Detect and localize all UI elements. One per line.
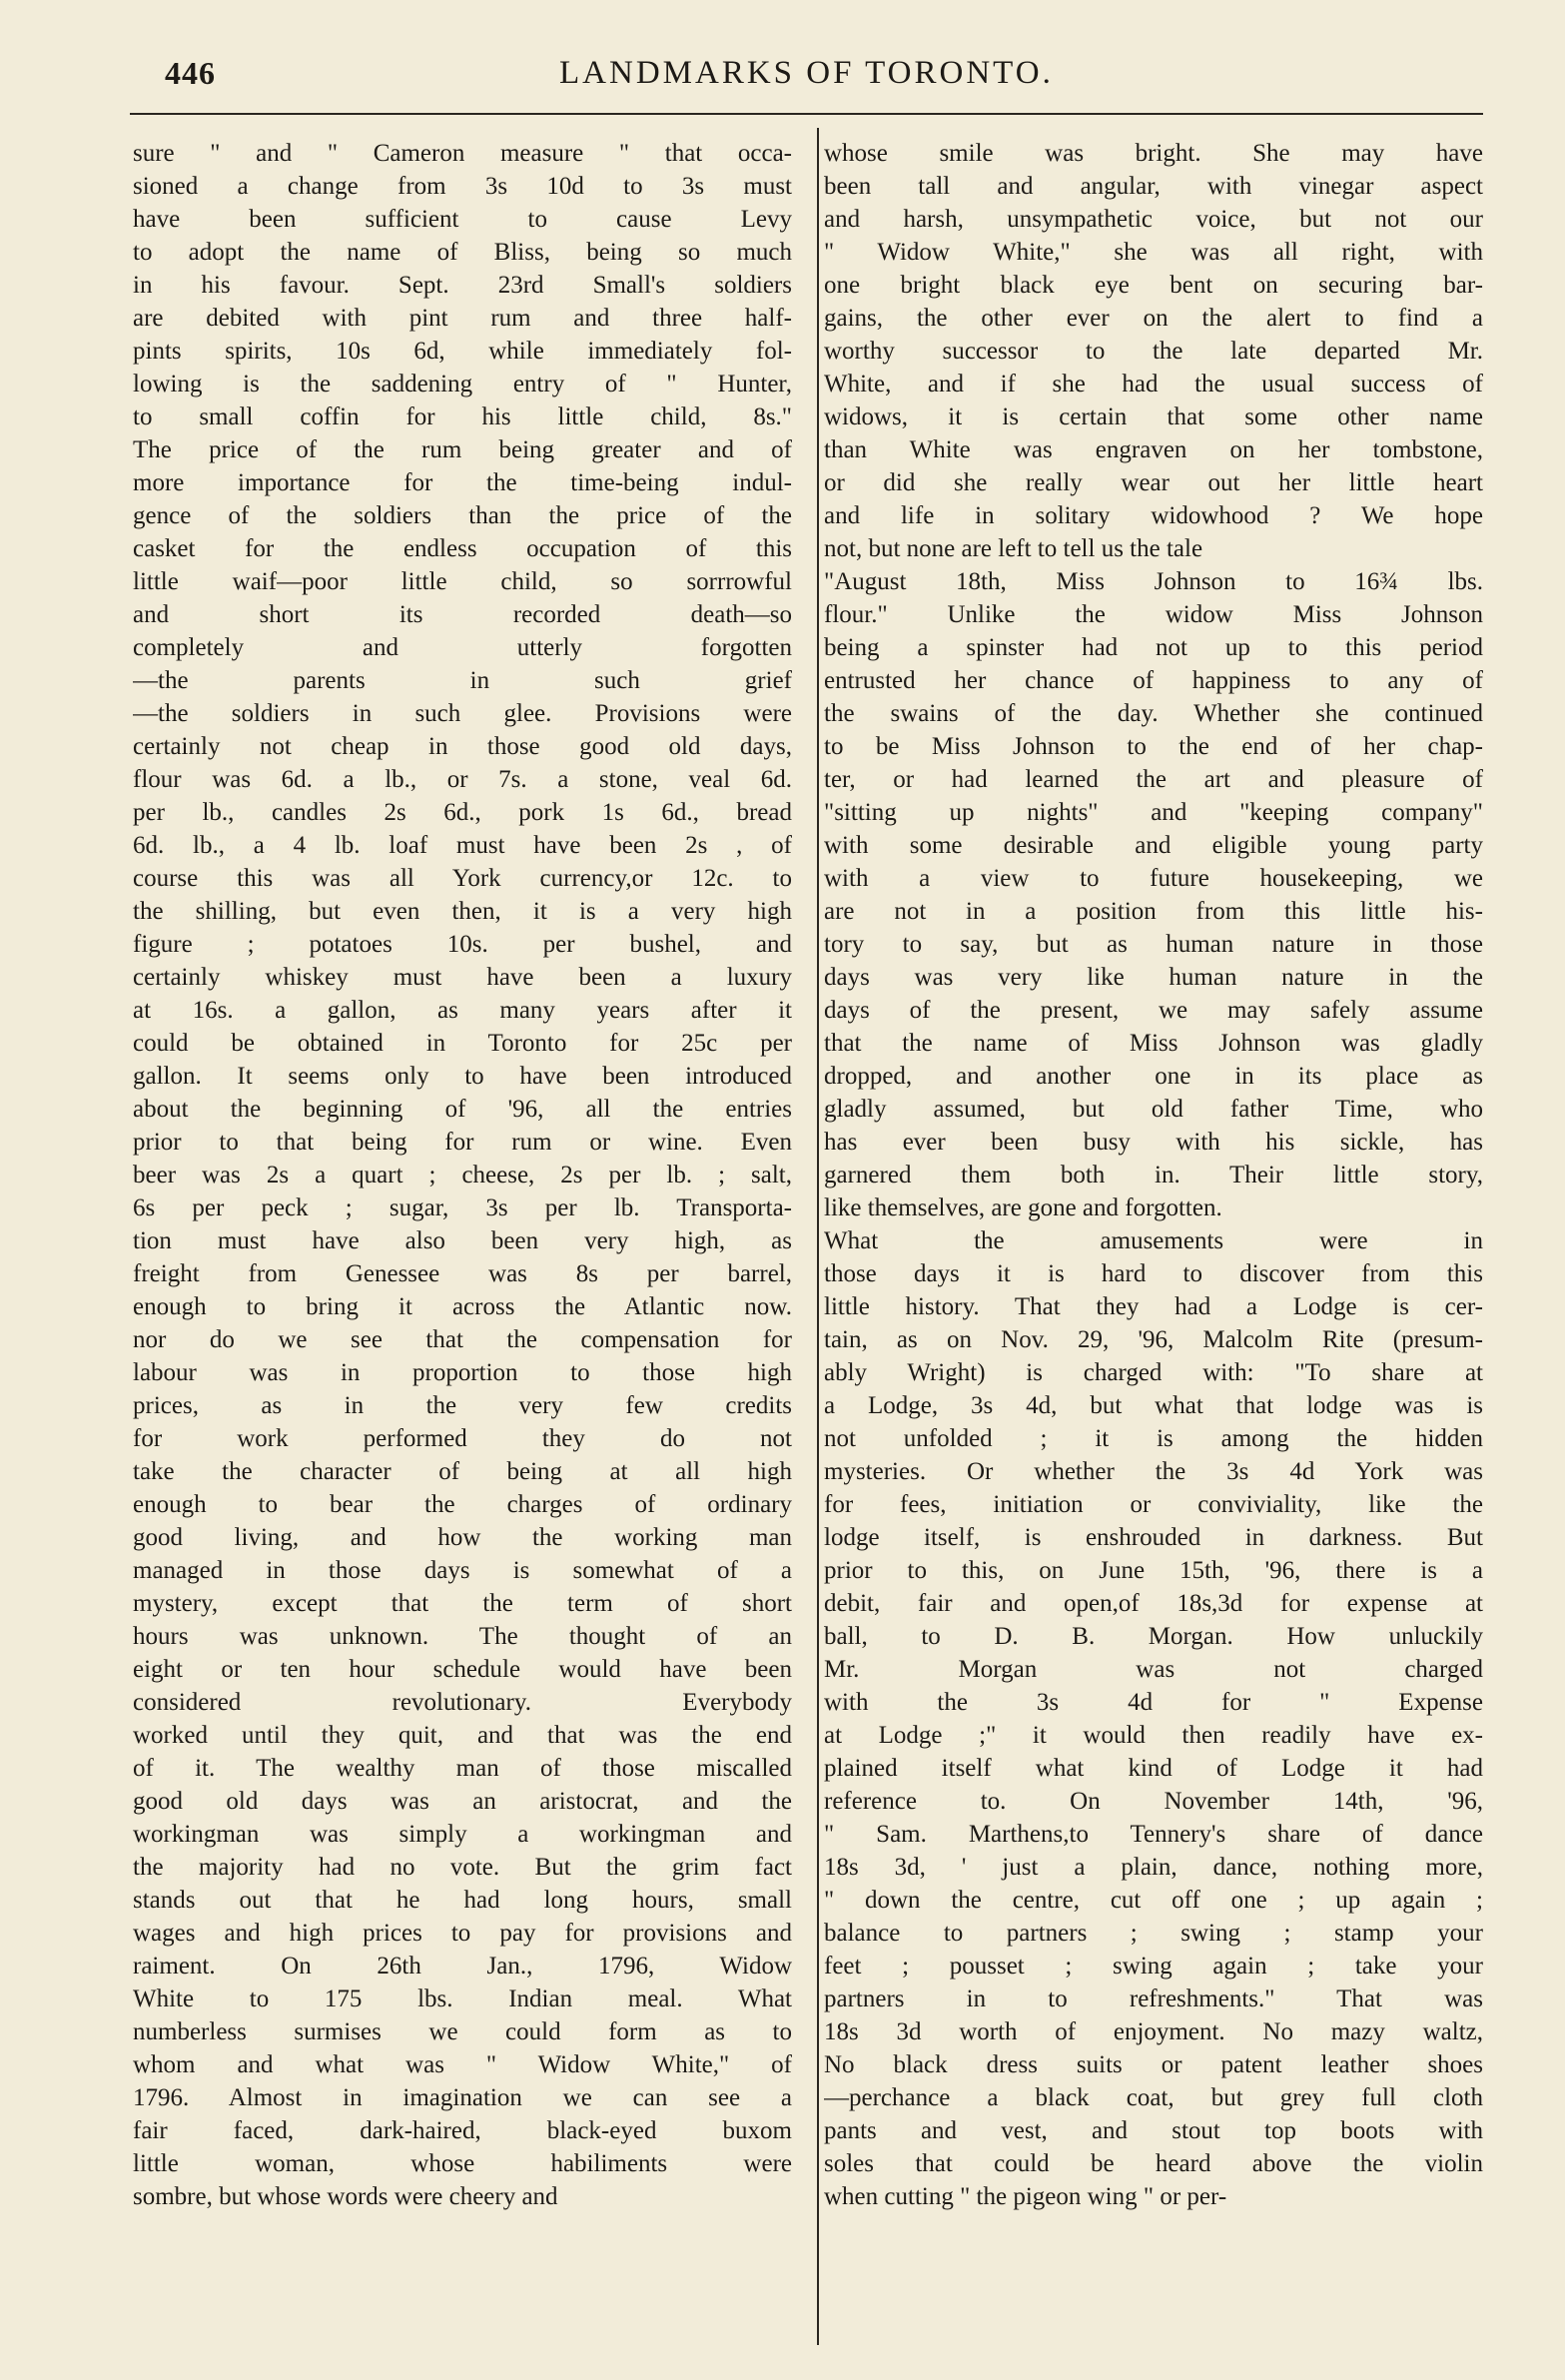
right-column-line: plained itself what kind of Lodge it had bbox=[824, 1755, 1483, 1782]
left-column-line: could be obtained in Toronto for 25c per bbox=[133, 1030, 792, 1057]
right-column-line: not unfolded ; it is among the hidden bbox=[824, 1425, 1483, 1452]
left-column-line: take the character of being at all high bbox=[133, 1458, 792, 1485]
right-column-line: are not in a position from this little his- bbox=[824, 898, 1483, 925]
left-column-line: eight or ten hour schedule would have been bbox=[133, 1656, 792, 1683]
page-number: 446 bbox=[165, 55, 216, 91]
left-column-line: sombre, but whose words were cheery and bbox=[133, 2183, 558, 2210]
left-column-line: per lb., candles 2s 6d., pork 1s 6d., bread bbox=[133, 799, 792, 826]
left-column-line: beer was 2s a quart ; cheese, 2s per lb. ; salt, bbox=[133, 1162, 792, 1189]
left-column-line: whom and what was " Widow White," of bbox=[133, 2051, 792, 2078]
right-column-line: ball, to D. B. Morgan. How unluckily bbox=[824, 1623, 1483, 1650]
right-column-line: What the amusements were in bbox=[824, 1227, 1483, 1254]
right-column-line: with the 3s 4d for " Expense bbox=[824, 1689, 1483, 1716]
right-column-line: debit, fair and open,of 18s,3d for expense at bbox=[824, 1590, 1483, 1617]
right-column-line: for fees, initiation or conviviality, like the bbox=[824, 1491, 1483, 1518]
left-column-line: fair faced, dark-haired, black-eyed buxom bbox=[133, 2117, 792, 2144]
left-column-line: The price of the rum being greater and of bbox=[133, 436, 792, 463]
left-column-line: sioned a change from 3s 10d to 3s must bbox=[133, 173, 792, 200]
left-column-line: prices, as in the very few credits bbox=[133, 1392, 792, 1419]
left-column-line: casket for the endless occupation of this bbox=[133, 535, 792, 562]
right-column-line: partners in to refreshments." That was bbox=[824, 1985, 1483, 2012]
right-column-line: prior to this, on June 15th, '96, there is a bbox=[824, 1557, 1483, 1584]
left-column-line: figure ; potatoes 10s. per bushel, and bbox=[133, 931, 792, 958]
right-column-line: and harsh, unsympathetic voice, but not our bbox=[824, 206, 1483, 233]
right-column-line: gladly assumed, but old father Time, who bbox=[824, 1096, 1483, 1123]
left-column-line: of it. The wealthy man of those miscalled bbox=[133, 1755, 792, 1782]
right-column-line: has ever been busy with his sickle, has bbox=[824, 1129, 1483, 1156]
right-column-line: tory to say, but as human nature in those bbox=[824, 931, 1483, 958]
right-column-line: one bright black eye bent on securing bar- bbox=[824, 272, 1483, 299]
right-column-line: " down the centre, cut off one ; up again ; bbox=[824, 1887, 1483, 1914]
right-column-line: mysteries. Or whether the 3s 4d York was bbox=[824, 1458, 1483, 1485]
right-column-line: days of the present, we may safely assume bbox=[824, 997, 1483, 1024]
right-column-line: entrusted her chance of happiness to any of bbox=[824, 667, 1483, 694]
right-column-line: —perchance a black coat, but grey full cloth bbox=[824, 2084, 1483, 2111]
right-column-line: widows, it is certain that some other name bbox=[824, 403, 1483, 430]
right-column-line: Mr. Morgan was not charged bbox=[824, 1656, 1483, 1683]
left-column-line: —the parents in such grief bbox=[133, 667, 792, 694]
page-header bbox=[165, 55, 1468, 115]
right-column-line: or did she really wear out her little heart bbox=[824, 469, 1483, 496]
right-column-line: than White was engraven on her tombstone, bbox=[824, 436, 1483, 463]
left-column-line: the shilling, but even then, it is a very high bbox=[133, 898, 792, 925]
right-column-line: soles that could be heard above the violin bbox=[824, 2150, 1483, 2177]
right-column-line: " Widow White," she was all right, with bbox=[824, 239, 1483, 266]
left-column-line: mystery, except that the term of short bbox=[133, 1590, 792, 1617]
left-column-line: good living, and how the working man bbox=[133, 1524, 792, 1551]
column-divider bbox=[817, 128, 819, 2345]
right-column-line: been tall and angular, with vinegar aspect bbox=[824, 173, 1483, 200]
right-column-line: lodge itself, is enshrouded in darkness. But bbox=[824, 1524, 1483, 1551]
left-column-line: the majority had no vote. But the grim fact bbox=[133, 1854, 792, 1881]
left-column-line: more importance for the time-being indul- bbox=[133, 469, 792, 496]
left-column-line: to adopt the name of Bliss, being so much bbox=[133, 239, 792, 266]
left-column-line: little waif—poor little child, so sorrrowful bbox=[133, 568, 792, 595]
right-column-line: little history. That they had a Lodge is cer- bbox=[824, 1293, 1483, 1320]
right-column-line: with some desirable and eligible young party bbox=[824, 832, 1483, 859]
header-rule bbox=[130, 113, 1483, 115]
left-column-line: to small coffin for his little child, 8s." bbox=[133, 403, 792, 430]
right-column-line: 18s 3d worth of enjoyment. No mazy waltz, bbox=[824, 2018, 1483, 2045]
right-column-line: pants and vest, and stout top boots with bbox=[824, 2117, 1483, 2144]
right-column-line: at Lodge ;" it would then readily have ex- bbox=[824, 1722, 1483, 1749]
right-column-line: being a spinster had not up to this period bbox=[824, 634, 1483, 661]
left-column-line: enough to bear the charges of ordinary bbox=[133, 1491, 792, 1518]
left-column-line: stands out that he had long hours, small bbox=[133, 1887, 792, 1914]
right-column-line: with a view to future housekeeping, we bbox=[824, 865, 1483, 892]
left-column-line: managed in those days is somewhat of a bbox=[133, 1557, 792, 1584]
right-column-line: gains, the other ever on the alert to find a bbox=[824, 305, 1483, 332]
left-column-line: for work performed they do not bbox=[133, 1425, 792, 1452]
left-column-line: 6s per peck ; sugar, 3s per lb. Transporta- bbox=[133, 1194, 792, 1221]
right-column-line: 18s 3d, ' just a plain, dance, nothing more, bbox=[824, 1854, 1483, 1881]
left-column-line: lowing is the saddening entry of " Hunter, bbox=[133, 371, 792, 397]
left-column-line: considered revolutionary. Everybody bbox=[133, 1689, 792, 1716]
left-column-line: White to 175 lbs. Indian meal. What bbox=[133, 1985, 792, 2012]
left-column-line: flour was 6d. a lb., or 7s. a stone, veal 6d. bbox=[133, 766, 792, 793]
left-column-line: about the beginning of '96, all the entries bbox=[133, 1096, 792, 1123]
right-column-line: feet ; pousset ; swing again ; take your bbox=[824, 1953, 1483, 1980]
left-column-line: 1796. Almost in imagination we can see a bbox=[133, 2084, 792, 2111]
left-column-line: gence of the soldiers than the price of the bbox=[133, 502, 792, 529]
right-column-line: that the name of Miss Johnson was gladly bbox=[824, 1030, 1483, 1057]
left-column-line: certainly not cheap in those good old days, bbox=[133, 733, 792, 760]
left-column-line: have been sufficient to cause Levy bbox=[133, 206, 792, 233]
right-text-column bbox=[824, 137, 1483, 2344]
right-column-line: balance to partners ; swing ; stamp your bbox=[824, 1920, 1483, 1947]
left-column-line: wages and high prices to pay for provisions and bbox=[133, 1920, 792, 1947]
right-column-line: No black dress suits or patent leather shoes bbox=[824, 2051, 1483, 2078]
left-column-line: —the soldiers in such glee. Provisions were bbox=[133, 700, 792, 727]
left-column-line: labour was in proportion to those high bbox=[133, 1359, 792, 1386]
right-column-line: "August 18th, Miss Johnson to 16¾ lbs. bbox=[824, 568, 1483, 595]
right-column-line: like themselves, are gone and forgotten. bbox=[824, 1194, 1222, 1221]
left-column-line: good old days was an aristocrat, and the bbox=[133, 1788, 792, 1815]
left-column-line: little woman, whose habiliments were bbox=[133, 2150, 792, 2177]
right-column-line: to be Miss Johnson to the end of her chap- bbox=[824, 733, 1483, 760]
left-column-line: nor do we see that the compensation for bbox=[133, 1326, 792, 1353]
left-column-line: completely and utterly forgotten bbox=[133, 634, 792, 661]
right-column-line: not, but none are left to tell us the tale bbox=[824, 535, 1203, 562]
right-column-line: tain, as on Nov. 29, '96, Malcolm Rite (presum- bbox=[824, 1326, 1483, 1353]
left-column-line: are debited with pint rum and three half- bbox=[133, 305, 792, 332]
left-column-line: gallon. It seems only to have been introduced bbox=[133, 1063, 792, 1090]
right-column-line: " Sam. Marthens,to Tennery's share of dance bbox=[824, 1821, 1483, 1848]
left-column-line: in his favour. Sept. 23rd Small's soldiers bbox=[133, 272, 792, 299]
right-column-line: dropped, and another one in its place as bbox=[824, 1063, 1483, 1090]
right-column-line: a Lodge, 3s 4d, but what that lodge was is bbox=[824, 1392, 1483, 1419]
left-column-line: freight from Genessee was 8s per barrel, bbox=[133, 1260, 792, 1287]
right-column-line: the swains of the day. Whether she continued bbox=[824, 700, 1483, 727]
right-column-line: garnered them both in. Their little story, bbox=[824, 1162, 1483, 1189]
left-column-line: prior to that being for rum or wine. Even bbox=[133, 1129, 792, 1156]
left-column-line: hours was unknown. The thought of an bbox=[133, 1623, 792, 1650]
left-column-line: pints spirits, 10s 6d, while immediately fol- bbox=[133, 338, 792, 365]
right-column-line: ably Wright) is charged with: "To share at bbox=[824, 1359, 1483, 1386]
left-column-line: numberless surmises we could form as to bbox=[133, 2018, 792, 2045]
left-column-line: workingman was simply a workingman and bbox=[133, 1821, 792, 1848]
right-column-line: and life in solitary widowhood ? We hope bbox=[824, 502, 1483, 529]
right-column-line: "sitting up nights" and "keeping company" bbox=[824, 799, 1483, 826]
right-column-line: flour." Unlike the widow Miss Johnson bbox=[824, 601, 1483, 628]
left-column-line: worked until they quit, and that was the end bbox=[133, 1722, 792, 1749]
left-column-line: enough to bring it across the Atlantic now. bbox=[133, 1293, 792, 1320]
right-column-line: White, and if she had the usual success of bbox=[824, 371, 1483, 397]
right-column-line: when cutting " the pigeon wing " or per- bbox=[824, 2183, 1227, 2210]
right-column-line: worthy successor to the late departed Mr. bbox=[824, 338, 1483, 365]
left-column-line: 6d. lb., a 4 lb. loaf must have been 2s , of bbox=[133, 832, 792, 859]
left-column-line: at 16s. a gallon, as many years after it bbox=[133, 997, 792, 1024]
left-column-line: and short its recorded death—so bbox=[133, 601, 792, 628]
left-column-line: sure " and " Cameron measure " that occa- bbox=[133, 140, 792, 167]
left-column-line: tion must have also been very high, as bbox=[133, 1227, 792, 1254]
right-column-line: those days it is hard to discover from this bbox=[824, 1260, 1483, 1287]
left-column-line: certainly whiskey must have been a luxury bbox=[133, 964, 792, 991]
right-column-line: reference to. On November 14th, '96, bbox=[824, 1788, 1483, 1815]
right-column-line: whose smile was bright. She may have bbox=[824, 140, 1483, 167]
right-column-line: days was very like human nature in the bbox=[824, 964, 1483, 991]
left-column-line: course this was all York currency,or 12c. to bbox=[133, 865, 792, 892]
left-text-column bbox=[133, 137, 792, 2344]
running-title: LANDMARKS OF TORONTO. bbox=[559, 55, 1054, 91]
left-column-line: raiment. On 26th Jan., 1796, Widow bbox=[133, 1953, 792, 1980]
right-column-line: ter, or had learned the art and pleasure of bbox=[824, 766, 1483, 793]
